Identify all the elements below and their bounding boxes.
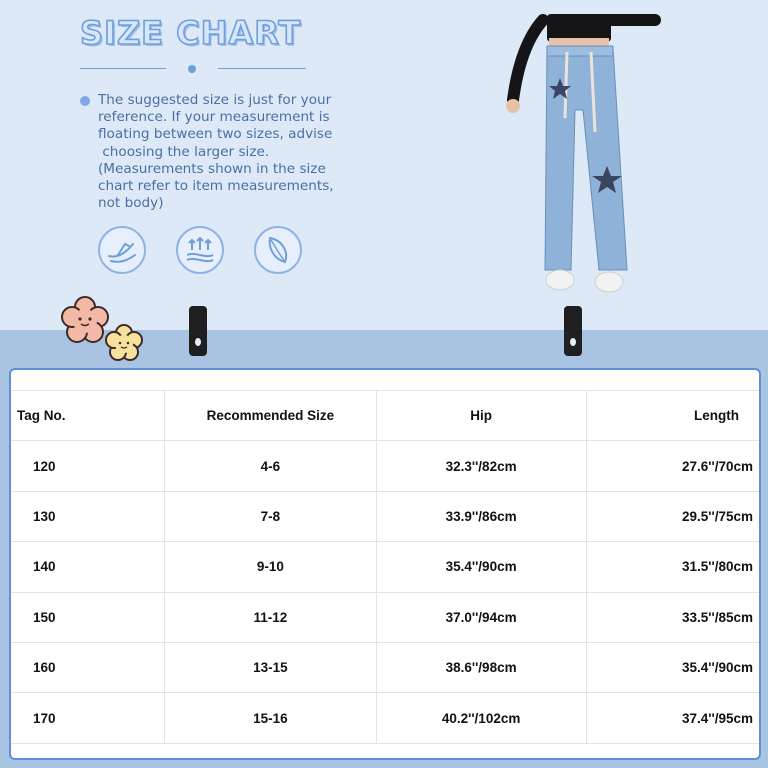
yellow-flower-icon [103, 323, 145, 363]
cell-hip: 37.0''/94cm [376, 592, 586, 642]
cell-tag-no: 160 [11, 642, 165, 692]
cell-length: 35.4''/90cm [586, 642, 759, 692]
product-model-image [495, 0, 675, 300]
size-chart-table [11, 390, 759, 744]
clip-right [564, 306, 582, 356]
table-header-row [11, 391, 759, 441]
title-divider-right [218, 68, 306, 69]
table-row [11, 592, 759, 642]
size-note-line: The suggested size is just for your [98, 92, 332, 108]
cell-recommended-size: 13-15 [165, 642, 377, 692]
header-hip: Hip [376, 391, 586, 441]
table-row [11, 441, 759, 491]
table-row [11, 491, 759, 541]
cell-length: 31.5''/80cm [586, 542, 759, 592]
size-note-line: choosing the larger size. [98, 143, 270, 160]
size-note [98, 92, 418, 212]
cell-hip: 40.2''/102cm [376, 693, 586, 743]
size-note-line: not body) [98, 195, 164, 212]
cell-tag-no: 120 [11, 441, 165, 491]
header-tag-no: Tag No. [11, 391, 165, 441]
size-note-line: reference. If your measurement is [98, 109, 330, 126]
size-note-line: floating between two sizes, advise [98, 126, 333, 143]
page-title: SIZE CHART [80, 14, 302, 52]
title-divider-left [80, 68, 166, 69]
cell-tag-no: 140 [11, 542, 165, 592]
lightweight-icon [254, 226, 302, 274]
breathable-icon [176, 226, 224, 274]
cell-tag-no: 170 [11, 693, 165, 743]
title-divider-dot [188, 65, 196, 73]
cell-recommended-size: 4-6 [165, 441, 377, 491]
cell-length: 29.5''/75cm [586, 491, 759, 541]
cell-recommended-size: 15-16 [165, 693, 377, 743]
size-note-line: (Measurements shown in the size [98, 160, 326, 177]
size-note-line: chart refer to item measurements, [98, 178, 334, 195]
cell-recommended-size: 7-8 [165, 491, 377, 541]
header-recommended-size: Recommended Size [165, 391, 377, 441]
soft-fabric-icon [98, 226, 146, 274]
header-length: Length [586, 391, 759, 441]
clip-left [189, 306, 207, 356]
cell-hip: 38.6''/98cm [376, 642, 586, 692]
cell-hip: 35.4''/90cm [376, 542, 586, 592]
cell-hip: 33.9''/86cm [376, 491, 586, 541]
cell-hip: 32.3''/82cm [376, 441, 586, 491]
cell-length: 27.6''/70cm [586, 441, 759, 491]
cell-recommended-size: 11-12 [165, 592, 377, 642]
cell-length: 33.5''/85cm [586, 592, 759, 642]
size-chart-table-card [9, 368, 761, 760]
cell-tag-no: 150 [11, 592, 165, 642]
cell-tag-no: 130 [11, 491, 165, 541]
table-row [11, 542, 759, 592]
table-row [11, 693, 759, 743]
cell-length: 37.4''/95cm [586, 693, 759, 743]
table-row [11, 642, 759, 692]
cell-recommended-size: 9-10 [165, 542, 377, 592]
note-bullet [80, 96, 90, 106]
